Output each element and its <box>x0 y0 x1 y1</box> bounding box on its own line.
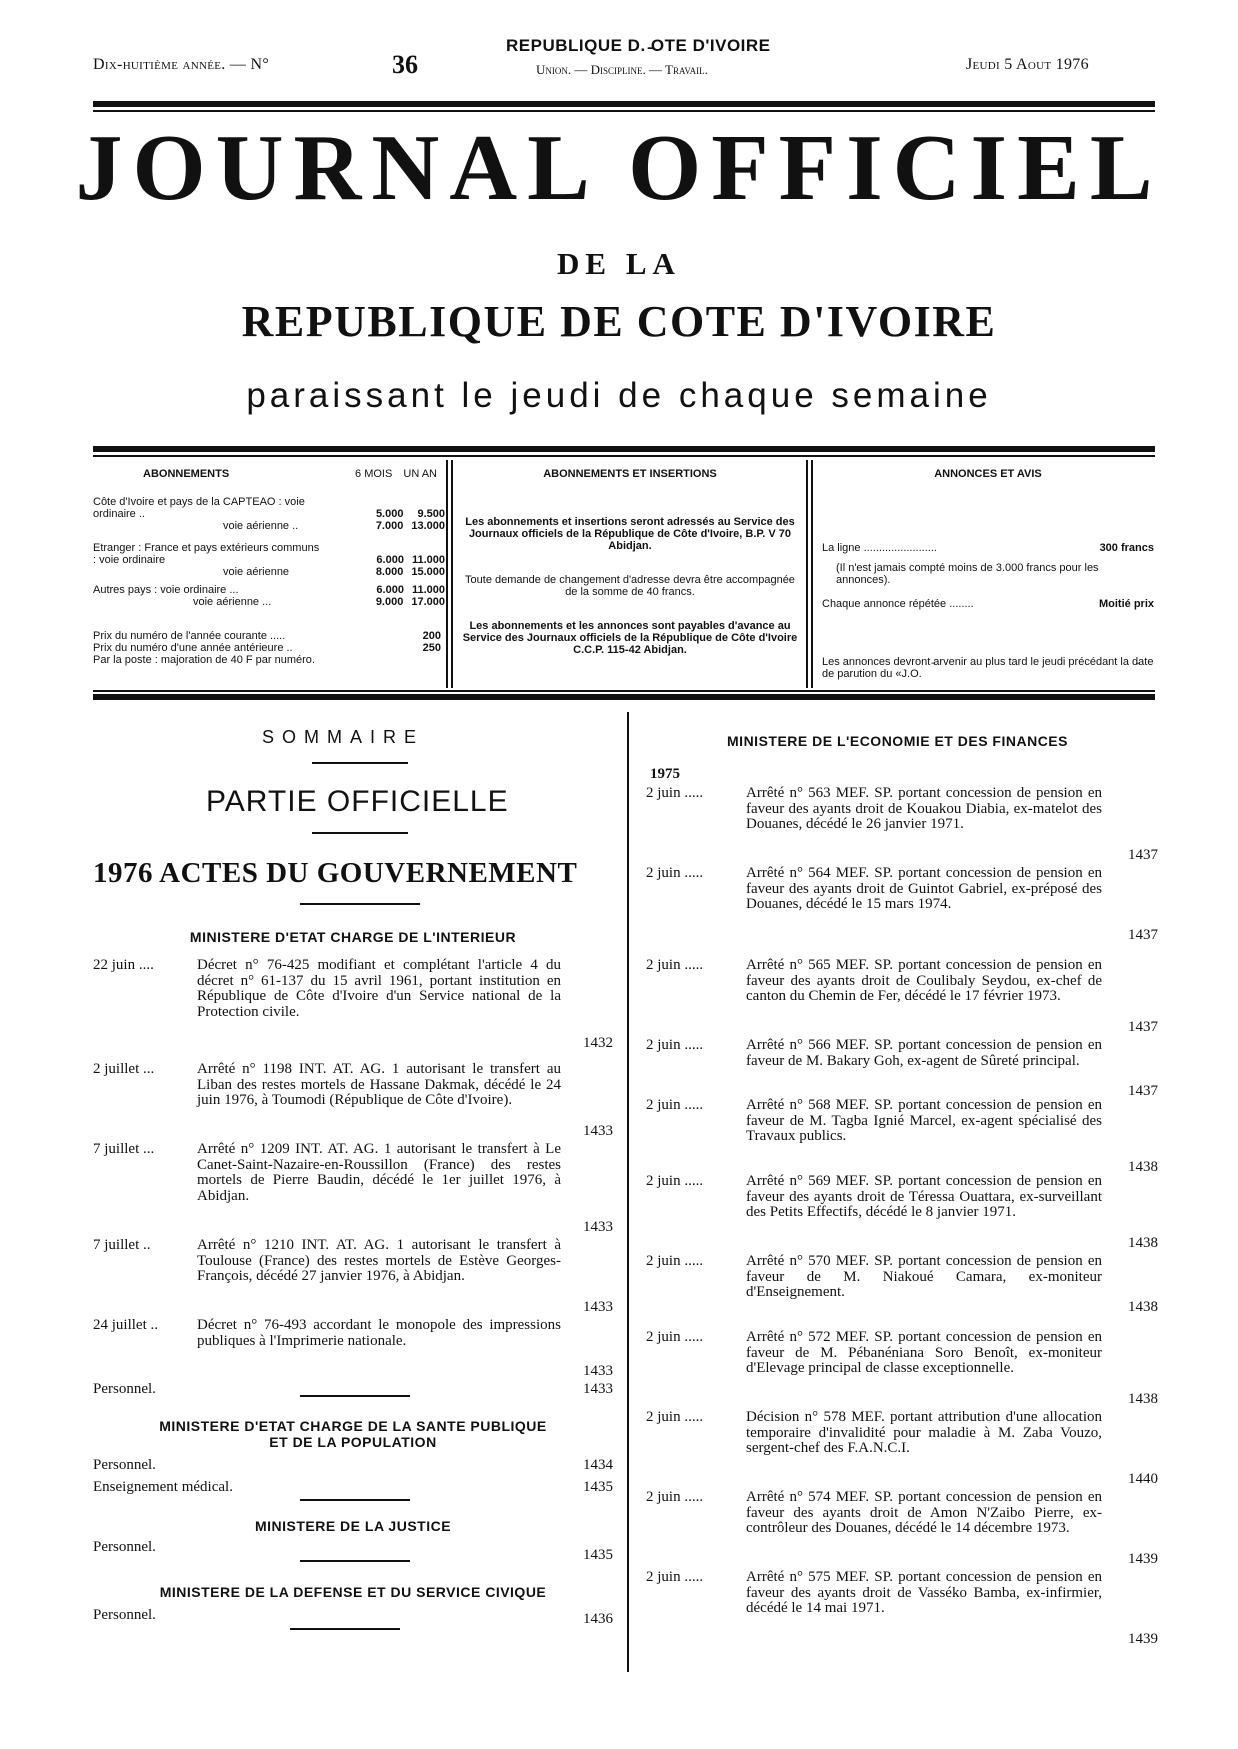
entry-text: Arrêté n° 563 MEF. SP. portant concession de pension en faveur des ayants droit de Kouakou Diabia, ex-matelot des Douanes, décédé le 26 janvier 1971. <box>746 785 1102 832</box>
tagline: paraissant le jeudi de chaque semaine <box>246 376 992 415</box>
insertions-title: ABONNEMENTS ET INSERTIONS <box>543 468 717 480</box>
rule <box>312 762 408 764</box>
annonces-title: ANNONCES ET AVIS <box>934 468 1042 480</box>
entry-date: 2 juin ..... <box>646 1037 704 1053</box>
entry-text: Arrêté n° 1209 INT. AT. AG. 1 autorisant le transfert à Le Canet-Saint-Nazaire-en-Roussillon (France) des restes mortels de Pierre Baudin, décédé le 1er juillet 1976, à Abidjan. <box>197 1141 561 1204</box>
issue-date: Jeudi 5 Aout 1976 <box>966 56 1089 73</box>
entry-text: Décision n° 578 MEF. portant attribution d'une allocation temporaire d'invalidité pour maladie à M. Zaba Vouzo, sergent-chef des F.A.N.C.I. <box>746 1409 1102 1456</box>
entry-date: 2 juillet ... <box>93 1061 155 1077</box>
box-divider-1b <box>451 460 453 688</box>
sub-row: voie aérienne .. 7.000 13.000 <box>223 520 445 532</box>
section-defense: MINISTERE DE LA DEFENSE ET DU SERVICE CIVIQUE <box>159 1584 547 1600</box>
issue-year: Dix-huitième année. — N° <box>93 56 270 73</box>
sub-row: Côte d'Ivoire et pays de la CAPTEAO : voie ordinaire .. 5.000 9.500 <box>93 496 445 520</box>
entry-text: Arrêté n° 572 MEF. SP. portant concession de pension en faveur de M. Pébanéniana Soro Benoît, ex-moniteur d'Elevage principal de classe exceptionnelle. <box>746 1329 1102 1376</box>
entry-date: 2 juin ..... <box>646 1253 704 1269</box>
price-row: Par la poste : majoration de 40 F par numéro. <box>93 654 315 666</box>
box-rule-top-thick <box>93 446 1155 452</box>
box-divider-2 <box>806 460 808 688</box>
section-sante-2: ET DE LA POPULATION <box>269 1434 437 1450</box>
header-rule-thin <box>93 110 1155 112</box>
box-divider-2b <box>811 460 813 688</box>
rule <box>312 832 408 834</box>
repeat-label: Chaque annonce répétée ........ <box>822 598 974 610</box>
entry-date: 2 juin ..... <box>646 1097 704 1113</box>
price-row: Prix du numéro d'une année antérieure .. 250 <box>93 642 441 654</box>
section-interieur: MINISTERE D'ETAT CHARGE DE L'INTERIEUR <box>189 929 517 945</box>
entry-date: 2 juin ..... <box>646 1409 704 1425</box>
annonces-deadline: Les annonces devront ̵arvenir au plus tard le jeudi précédant la d̵ate de parution du «J.O. <box>822 656 1154 680</box>
entry-date: 2 juin ..... <box>646 865 704 881</box>
col-6mois: 6 MOIS <box>355 468 393 480</box>
republic-title: REPUBLIQUE DE COTE D'IVOIRE <box>241 297 997 346</box>
annonces-box <box>822 468 1154 680</box>
entry-date: 2 juin ..... <box>646 1329 704 1345</box>
box-rule-bottom-thin <box>93 690 1155 692</box>
republic-motto: Union. — Discipline. — Travail. <box>536 62 708 77</box>
entry-page: 1433 <box>583 1363 613 1379</box>
section-justice: MINISTERE DE LA JUSTICE <box>254 1518 452 1534</box>
sub-row: voie aérienne ... 9.000 17.000 <box>193 596 445 608</box>
entry-date: 22 juin .... <box>93 957 154 973</box>
partie-heading: PARTIE OFFICIELLE <box>206 785 509 818</box>
insertions-p3: Les abonnements et les annonces sont payables d'avance au Service des Journaux officiels de la République de Côte d'Ivoire C.C.P. 115-42 Abidjan. <box>462 620 798 656</box>
entry-date: 2 juin ..... <box>646 785 704 801</box>
column-divider <box>627 712 629 1672</box>
section-economie: MINISTERE DE L'ECONOMIE ET DES FINANCES <box>727 733 1068 749</box>
entry-date: 2 juin ..... <box>646 1489 704 1505</box>
line-label: La ligne ........................ <box>822 542 937 554</box>
entry-date: 7 juillet ... <box>93 1141 155 1157</box>
price-row: Prix du numéro de l'année courante ..... 200 <box>93 630 441 642</box>
entry-text: Arrêté n° 566 MEF. SP. portant concession de pension en faveur de M. Bakary Goh, ex-agent de Sûreté principal. <box>746 1037 1102 1069</box>
rule <box>290 1628 400 1630</box>
issue-number: 36 <box>392 50 418 79</box>
sub-row: Autres pays : voie ordinaire ... 6.000 11.000 <box>93 584 445 596</box>
rule <box>300 903 420 905</box>
entry-page: 1437 <box>1128 1083 1158 1099</box>
entry-page: 1438 <box>1128 1159 1158 1175</box>
issue-info <box>93 56 269 74</box>
entry-page: 1432 <box>583 1035 613 1051</box>
entry-date: 24 juillet .. <box>93 1317 158 1333</box>
entry-text: Arrêté n° 569 MEF. SP. portant concession de pension en faveur des ayants droit de Téressa Ouattara, ex-surveillant des Petits Effectifs, décédé le 8 janvier 1971. <box>746 1173 1102 1220</box>
entry-text: Décret n° 76-425 modifiant et complétant l'article 4 du décret n° 61-137 du 15 avril 1961, portant institution en République de Côte d'Ivoire d'un Service national de la Protection civile. <box>197 957 561 1020</box>
rule <box>300 1395 410 1397</box>
entry-page: 1433 <box>583 1123 613 1139</box>
annonces-note: (Il n'est jamais compté moins de 3.000 francs pour les annonces). <box>836 562 1099 586</box>
de-la: DE LA <box>557 246 681 281</box>
entry-text: Arrêté n° 570 MEF. SP. portant concession de pension en faveur de M. Niakoué Camara, ex-moniteur d'Enseignement. <box>746 1253 1102 1300</box>
entry-text: Arrêté n° 574 MEF. SP. portant concession de pension en faveur des ayants droit de Amon N'Zaibo Pierre, ex-contrôleur des Douanes, décédé le 14 décembre 1973. <box>746 1489 1102 1536</box>
entry-date: 2 juin ..... <box>646 1569 704 1585</box>
subscriptions-title: ABONNEMENTS <box>143 468 230 480</box>
entry-page: 1433 <box>583 1219 613 1235</box>
entry-date: 2 juin ..... <box>646 1173 704 1189</box>
insertions-p2: Toute demande de changement d'adresse devra être accompagnée de la somme de 40 francs. <box>465 574 795 598</box>
entry-page: 1433 <box>583 1299 613 1315</box>
entry-text: Décret n° 76-493 accordant le monopole des impressions publiques à l'Imprimerie nationale. <box>197 1317 561 1349</box>
entry-page: 1438 <box>1128 1391 1158 1407</box>
rule <box>300 1560 410 1562</box>
entry-text: Arrêté n° 568 MEF. SP. portant concession de pension en faveur de M. Tagba Ignié Marcel, ex-agent spécialisé des Travaux publics. <box>746 1097 1102 1144</box>
entry-page: 1437 <box>1128 927 1158 943</box>
sub-row: voie aérienne 8.000 15.000 <box>223 566 445 578</box>
entry-date: 2 juin ..... <box>646 957 704 973</box>
entry-text: Arrêté n° 1198 INT. AT. AG. 1 autorisant le transfert au Liban des restes mortels de Hassane Dakmak, décédé le 24 juin 1976, à Toumodi (République de Côte d'Ivoire). <box>197 1061 561 1108</box>
col-unan: UN AN <box>403 468 437 480</box>
entry-text: Arrêté n° 564 MEF. SP. portant concession de pension en faveur des ayants droit de Guintot Gabriel, ex-préposé des Douanes, décédé le 15 mars 1974. <box>746 865 1102 912</box>
insertions-p1: Les abonnements et insertions seront adressés au Service des Journaux officiels de la République de Côte d'Ivoire, B.P. V 70 Abidjan. <box>465 516 795 552</box>
box-divider-1 <box>446 460 448 688</box>
box-rule-bottom-thick <box>93 694 1155 700</box>
entry-text: Arrêté n° 565 MEF. SP. portant concession de pension en faveur des ayants droit de Coulibaly Seydou, ex-chef de canton du Chemin de Fer, décédé le 17 février 1973. <box>746 957 1102 1004</box>
entry-page: 1439 <box>1128 1631 1158 1647</box>
rule <box>300 1499 410 1501</box>
actes-heading: 1976 ACTES DU GOUVERNEMENT <box>93 857 578 889</box>
entry-page: 1439 <box>1128 1551 1158 1567</box>
insertions-box <box>460 468 800 656</box>
year-label: 1975 <box>650 766 680 782</box>
box-rule-top-thin <box>93 455 1155 457</box>
entry-page: 1437 <box>1128 1019 1158 1035</box>
repeat-value: Moitié prix <box>1098 598 1154 610</box>
sommaire-heading: SOMMAIRE <box>262 727 425 747</box>
republic-header: REPUBLIQUE D. ̵OTE D'IVOIRE <box>506 36 771 55</box>
entry-text: Arrêté n° 575 MEF. SP. portant concession de pension en faveur des ayants droit de Vasséko Bamba, ex-infirmier, décédé le 14 mai 1971. <box>746 1569 1102 1616</box>
entry-text: Arrêté n° 1210 INT. AT. AG. 1 autorisant le transfert à Toulouse (France) des restes mortels de Estève Georges-François, décédé 27 janvier 1976, à Abidjan. <box>197 1237 561 1284</box>
entry-page: 1438 <box>1128 1235 1158 1251</box>
entry-page: 1438 <box>1128 1299 1158 1315</box>
section-sante: MINISTERE D'ETAT CHARGE DE LA SANTE PUBLIQUE <box>159 1418 547 1434</box>
line-value: 300 francs <box>1099 542 1154 554</box>
entry-date: 7 juillet .. <box>93 1237 151 1253</box>
entry-page: 1437 <box>1128 847 1158 863</box>
journal-title: JOURNAL OFFICIEL <box>75 116 1163 220</box>
entry-page: 1440 <box>1128 1471 1158 1487</box>
header-rule-thick <box>93 101 1155 107</box>
subscriptions-box <box>93 462 445 684</box>
sub-row: Etranger : France et pays extérieurs communs : voie ordinaire 6.000 11.000 <box>93 542 445 566</box>
